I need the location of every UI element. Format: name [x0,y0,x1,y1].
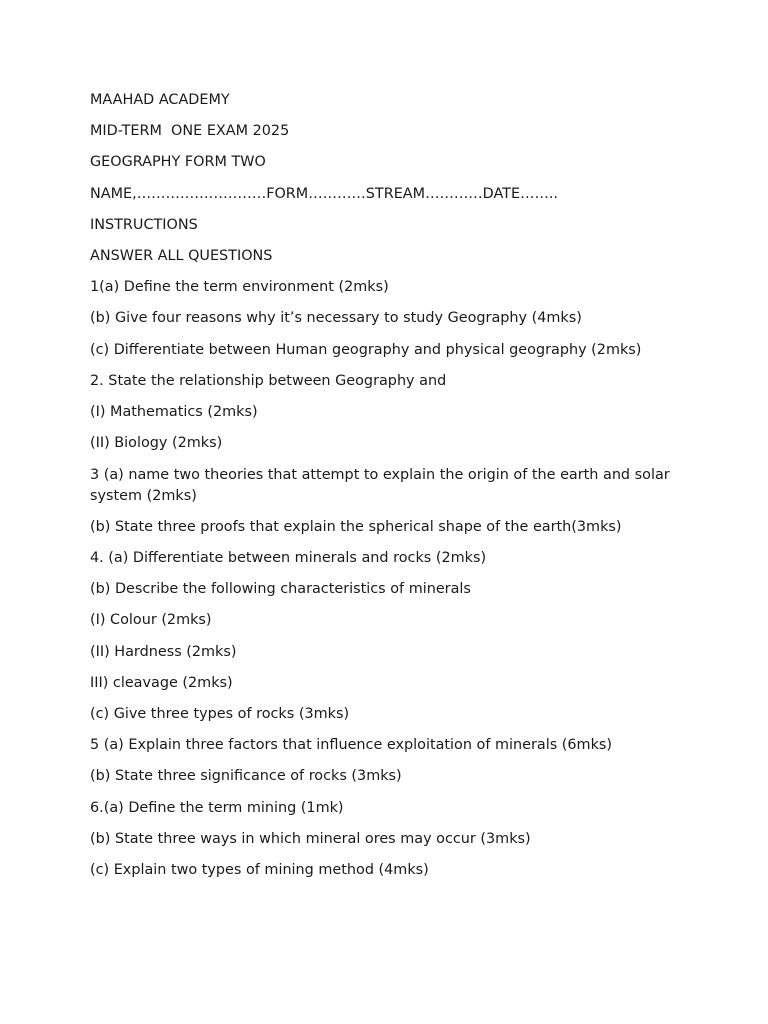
question-6c: (c) Explain two types of mining method (4mks) [90,861,429,878]
question-6a: 6.(a) Define the term mining (1mk) [90,799,344,816]
exam-title: MID-TERM ONE EXAM 2025 [90,123,290,140]
instructions-heading: INSTRUCTIONS [90,216,198,233]
question-4b-iii: III) cleavage (2mks) [90,674,233,691]
question-2-ii: (II) Biology (2mks) [90,435,223,452]
question-4b: (b) Describe the following characteristics of minerals [90,581,471,598]
question-4b-i: (I) Colour (2mks) [90,612,212,629]
question-1c: (c) Differentiate between Human geography and physical geography (2mks) [90,341,642,358]
question-2: 2. State the relationship between Geography and [90,372,447,389]
question-4c: (c) Give three types of rocks (3mks) [90,705,350,722]
subject-form: GEOGRAPHY FORM TWO [90,154,266,171]
question-4a: 4. (a) Differentiate between minerals and rocks (2mks) [90,550,487,567]
question-5b: (b) State three significance of rocks (3mks) [90,768,402,785]
school-name: MAAHAD ACADEMY [90,92,230,108]
question-1b: (b) Give four reasons why it’s necessary to study Geography (4mks) [90,310,582,327]
instructions-text: ANSWER ALL QUESTIONS [90,247,273,264]
question-3a: 3 (a) name two theories that attempt to explain the origin of the earth and solar system (2mks) [90,467,675,504]
question-6b: (b) State three ways in which mineral ores may occur (3mks) [90,830,531,847]
question-4b-ii: (II) Hardness (2mks) [90,643,237,660]
exam-paper [90,91,690,892]
question-1a: 1(a) Define the term environment (2mks) [90,279,389,296]
student-details-line: NAME,………………………FORM…………STREAM…………DATE…….. [90,185,558,202]
question-2-i: (I) Mathematics (2mks) [90,403,258,420]
question-5a: 5 (a) Explain three factors that influence exploitation of minerals (6mks) [90,737,613,754]
question-3b: (b) State three proofs that explain the spherical shape of the earth(3mks) [90,518,622,535]
